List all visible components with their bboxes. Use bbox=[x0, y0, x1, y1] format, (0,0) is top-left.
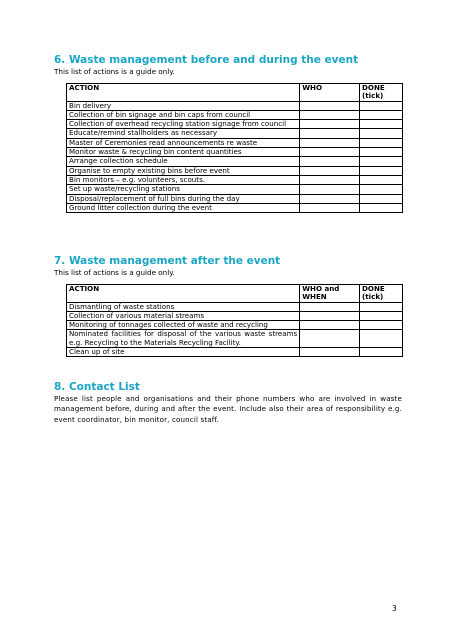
action-cell: Monitoring of tonnages collected of waste and recycling bbox=[67, 321, 300, 330]
done-cell[interactable] bbox=[360, 302, 403, 311]
who-cell[interactable] bbox=[300, 157, 360, 166]
table-row bbox=[67, 330, 403, 348]
action-cell: Bin monitors – e.g. volunteers, scouts. bbox=[67, 175, 300, 184]
after-event-actions-table bbox=[66, 284, 403, 357]
who-cell[interactable] bbox=[300, 185, 360, 194]
before-during-actions-table bbox=[66, 83, 403, 213]
who-cell[interactable] bbox=[300, 302, 360, 311]
action-cell: Ground litter collection during the event bbox=[67, 203, 300, 212]
action-column-header: ACTION bbox=[67, 285, 300, 303]
action-cell: Bin delivery bbox=[67, 101, 300, 110]
action-cell: Nominated facilities for disposal of the various waste streams e.g. Recycling to the Materials Recycling Facility. bbox=[67, 330, 300, 348]
table-row bbox=[67, 185, 403, 194]
table-row bbox=[67, 203, 403, 212]
done-cell[interactable] bbox=[360, 157, 403, 166]
who-column-header: WHO bbox=[300, 84, 360, 102]
action-cell: Collection of bin signage and bin caps from council bbox=[67, 110, 300, 119]
action-cell: Collection of overhead recycling station signage from council bbox=[67, 120, 300, 129]
done-cell[interactable] bbox=[360, 148, 403, 157]
table-row bbox=[67, 157, 403, 166]
page-number: 3 bbox=[392, 604, 397, 613]
action-cell: Monitor waste & recycling bin content quantities bbox=[67, 148, 300, 157]
done-cell[interactable] bbox=[360, 203, 403, 212]
action-cell: Master of Ceremonies read announcements re waste bbox=[67, 138, 300, 147]
section-6-intro: This list of actions is a guide only. bbox=[54, 67, 175, 76]
who-cell[interactable] bbox=[300, 194, 360, 203]
done-cell[interactable] bbox=[360, 194, 403, 203]
done-cell[interactable] bbox=[360, 101, 403, 110]
contact-list-instructions: Please list people and organisations and their phone numbers who are involved in waste management before, during and after the event. Include also their area of responsibility e.g. event coordinator, bin monitor, council staff. bbox=[54, 394, 402, 424]
table-header-row bbox=[67, 84, 403, 102]
done-cell[interactable] bbox=[360, 311, 403, 320]
action-column-header: ACTION bbox=[67, 84, 300, 102]
table-row bbox=[67, 302, 403, 311]
action-cell: Clean up of site bbox=[67, 348, 300, 357]
done-cell[interactable] bbox=[360, 348, 403, 357]
done-cell[interactable] bbox=[360, 321, 403, 330]
who-cell[interactable] bbox=[300, 330, 360, 348]
who-cell[interactable] bbox=[300, 138, 360, 147]
done-cell[interactable] bbox=[360, 110, 403, 119]
who-cell[interactable] bbox=[300, 120, 360, 129]
action-cell: Disposal/replacement of full bins during the day bbox=[67, 194, 300, 203]
done-cell[interactable] bbox=[360, 138, 403, 147]
section-8-heading: 8. Contact List bbox=[54, 381, 140, 393]
who-cell[interactable] bbox=[300, 203, 360, 212]
action-cell: Organise to empty existing bins before event bbox=[67, 166, 300, 175]
done-column-header: DONE (tick) bbox=[360, 84, 403, 102]
action-cell: Arrange collection schedule bbox=[67, 157, 300, 166]
table-row bbox=[67, 194, 403, 203]
done-cell[interactable] bbox=[360, 175, 403, 184]
table-row bbox=[67, 129, 403, 138]
done-cell[interactable] bbox=[360, 120, 403, 129]
who-cell[interactable] bbox=[300, 129, 360, 138]
who-cell[interactable] bbox=[300, 148, 360, 157]
who-cell[interactable] bbox=[300, 348, 360, 357]
table-row bbox=[67, 348, 403, 357]
section-7-intro: This list of actions is a guide only. bbox=[54, 268, 175, 277]
who-cell[interactable] bbox=[300, 101, 360, 110]
done-cell[interactable] bbox=[360, 330, 403, 348]
done-cell[interactable] bbox=[360, 129, 403, 138]
table-header-row bbox=[67, 285, 403, 303]
who-cell[interactable] bbox=[300, 175, 360, 184]
action-cell: Set up waste/recycling stations bbox=[67, 185, 300, 194]
action-cell: Collection of various material streams bbox=[67, 311, 300, 320]
section-7-heading: 7. Waste management after the event bbox=[54, 255, 281, 267]
done-cell[interactable] bbox=[360, 166, 403, 175]
action-cell: Dismantling of waste stations bbox=[67, 302, 300, 311]
who-cell[interactable] bbox=[300, 321, 360, 330]
who-when-column-header: WHO and WHEN bbox=[300, 285, 360, 303]
done-column-header: DONE (tick) bbox=[360, 285, 403, 303]
who-cell[interactable] bbox=[300, 311, 360, 320]
section-6-heading: 6. Waste management before and during the event bbox=[54, 54, 359, 66]
action-cell: Educate/remind stallholders as necessary bbox=[67, 129, 300, 138]
who-cell[interactable] bbox=[300, 166, 360, 175]
done-cell[interactable] bbox=[360, 185, 403, 194]
table-row bbox=[67, 101, 403, 110]
who-cell[interactable] bbox=[300, 110, 360, 119]
